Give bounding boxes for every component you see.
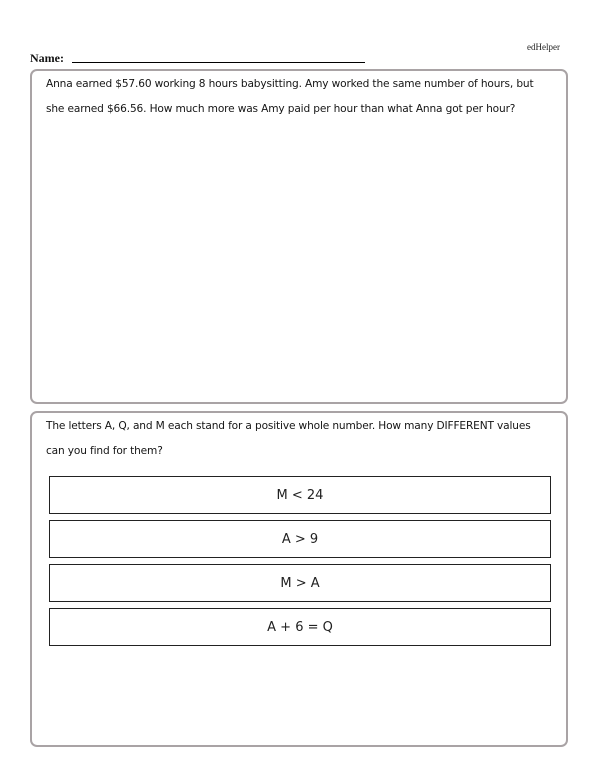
clue-box: A + 6 = Q <box>49 608 551 646</box>
clue-box: M > A <box>49 564 551 602</box>
clue-box: A > 9 <box>49 520 551 558</box>
problem-1-text: Anna earned $57.60 working 8 hours babysitting. Amy worked the same number of hours, but she earned $66.56. How much more was Amy paid per hour than what Anna got per hour? <box>46 78 534 115</box>
problem-1-box <box>30 69 568 404</box>
brand-label: edHelper <box>527 42 560 52</box>
clue-box: M < 24 <box>49 476 551 514</box>
name-label: Name: <box>30 51 64 65</box>
problem-2-text: The letters A, Q, and M each stand for a positive whole number. How many DIFFERENT values can you find for them? <box>46 420 531 457</box>
name-input-line[interactable] <box>72 62 365 63</box>
name-row <box>30 51 365 65</box>
